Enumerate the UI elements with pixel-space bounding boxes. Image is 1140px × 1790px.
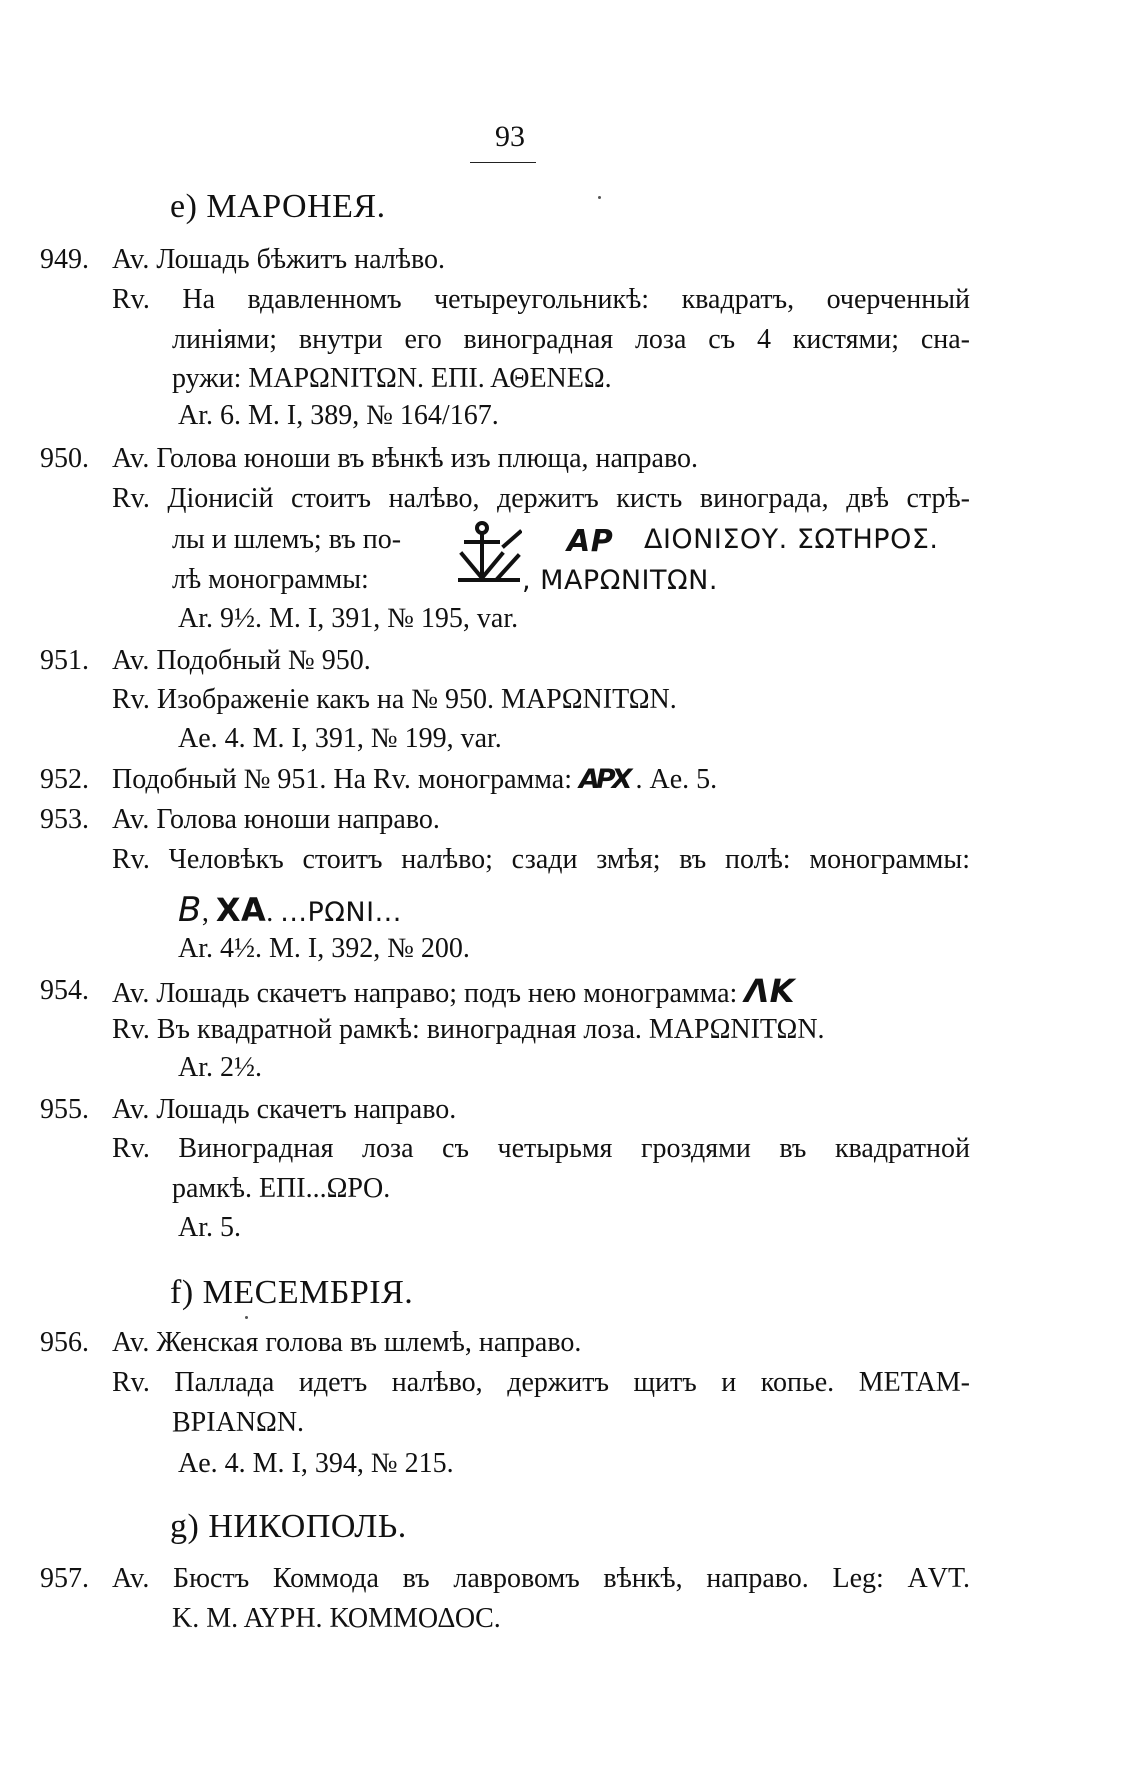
section-title-maroneia: e) МАРОНЕЯ.	[170, 188, 386, 225]
monogram-icon: ΧΑ	[215, 891, 267, 929]
monogram-ar	[567, 524, 613, 559]
obverse-text: Av. Подобный № 950.	[112, 645, 371, 676]
catalogue-reference: Ar. 6. M. I, 389, № 164/167.	[178, 400, 499, 431]
ink-speck	[598, 196, 601, 199]
monograms-line: Β, ΧΑ. ...ΡΩΝΙ...	[178, 890, 402, 930]
reverse-text-part: лы и шлемъ; въ по-	[172, 524, 402, 555]
entry-number: 951.	[40, 645, 89, 676]
obverse-text: Av. Бюстъ Коммода въ лавровомъ вѣнкѣ, направо. Leg: ΑVΤ.	[112, 1563, 970, 1594]
monogram-ar-icon: ΑΡ	[567, 524, 614, 559]
catalogue-reference: Ae. 4. M. I, 391, № 199, var.	[178, 723, 502, 754]
reverse-text: Rv. На вдавленномъ четыреугольникѣ: квадратъ, очерченный	[112, 284, 970, 315]
monogram-text: ΣΩΤ	[480, 564, 483, 565]
obverse-text-part: Av. Лошадь скачетъ направо; подъ нею монограмма:	[112, 978, 738, 1009]
obverse-text: Av. Лошадь скачетъ направо.	[112, 1094, 457, 1125]
catalogue-reference: Ar. 9½. M. I, 391, № 195, var.	[178, 603, 519, 634]
obverse-text: Av. Голова юноши въ вѣнкѣ изъ плюща, направо.	[112, 443, 698, 474]
entry-number: 954.	[40, 975, 89, 1006]
legend-text: ...ΡΩΝΙ...	[280, 897, 402, 928]
page-number-rule	[470, 162, 536, 163]
catalogue-reference: Ar. 2½.	[178, 1052, 262, 1083]
obverse-text: Av. Женская голова въ шлемѣ, направо.	[112, 1327, 582, 1358]
page-number: 93	[495, 120, 525, 153]
ink-speck	[245, 1316, 248, 1319]
catalogue-reference: Ae. 4. M. I, 394, № 215.	[178, 1448, 454, 1479]
entry-number: 956.	[40, 1327, 89, 1358]
section-title-nikopol: g) НИКОПОЛЬ.	[170, 1508, 407, 1545]
catalogue-reference: Ar. 5.	[178, 1212, 241, 1243]
entry-number: 957.	[40, 1563, 89, 1594]
entry-number: 955.	[40, 1094, 89, 1125]
section-title-mesembria: f) МЕСЕМБРІЯ.	[170, 1274, 414, 1311]
reverse-text: Rv. Діонисій стоитъ налѣво, держитъ кисть винограда, двѣ стрѣ-	[112, 483, 970, 514]
reverse-text: Rv. Въ квадратной рамкѣ: виноградная лоза. ΜΑΡΩΝΙΤΩΝ.	[112, 1014, 825, 1045]
reverse-text: лѣ монограммы:	[172, 564, 369, 595]
obverse-text: Av. Голова юноши направо.	[112, 804, 440, 835]
reverse-text: ΒΡΙΑΝΩΝ.	[172, 1407, 305, 1438]
obverse-text: Av. Лошадь бѣжитъ налѣво.	[112, 244, 445, 275]
entry-number: 952.	[40, 764, 89, 795]
catalogue-reference: Ar. 4½. M. I, 392, № 200.	[178, 933, 470, 964]
reverse-text: Rv. Паллада идетъ налѣво, держитъ щитъ и копье. ΜΕΤΑΜ-	[112, 1367, 970, 1398]
entry-number: 949.	[40, 244, 89, 275]
monogram-icon: ΑΡΧ	[578, 764, 629, 795]
reverse-text: Rv. Виноградная лоза съ четырьмя гроздями въ квадратной	[112, 1133, 970, 1164]
reverse-text: Rv. Изображеніе какъ на № 950. ΜΑΡΩΝΙΤΩΝ.	[112, 684, 677, 715]
legend-text: ΔΙΟΝΙΣΟΥ. ΣΩΤΗΡΟΣ.	[644, 524, 939, 555]
entry-number: 953.	[40, 804, 89, 835]
reverse-text: Rv. Человѣкъ стоитъ налѣво; сзади змѣя; въ полѣ: монограммы:	[112, 844, 970, 875]
reverse-text: рамкѣ. ΕΠΙ...ΩΡΟ.	[172, 1173, 391, 1204]
reverse-text: линіями; внутри его виноградная лоза съ 4 кистями; сна-	[172, 324, 970, 355]
obverse-text	[112, 974, 970, 1011]
obverse-text: Κ. Μ. ΑΥΡΗ. ΚΟΜΜΟΔΟC.	[172, 1603, 501, 1634]
entry-text-part: Подобный № 951. На Rv. монограмма:	[112, 764, 572, 795]
entry-number: 950.	[40, 443, 89, 474]
catalogue-reference: . Ae. 5.	[635, 764, 718, 795]
reverse-text: ружи: ΜΑΡΩΝΙΤΩΝ. ΕΠΙ. ΑΘΕΝΕΩ.	[172, 363, 612, 394]
monogram-icon: Β	[178, 890, 202, 930]
legend-text: , ΜΑΡΩΝΙΤΩΝ.	[522, 565, 718, 596]
monogram-icon: ΛΚ	[744, 972, 795, 1010]
entry-text	[112, 763, 970, 797]
